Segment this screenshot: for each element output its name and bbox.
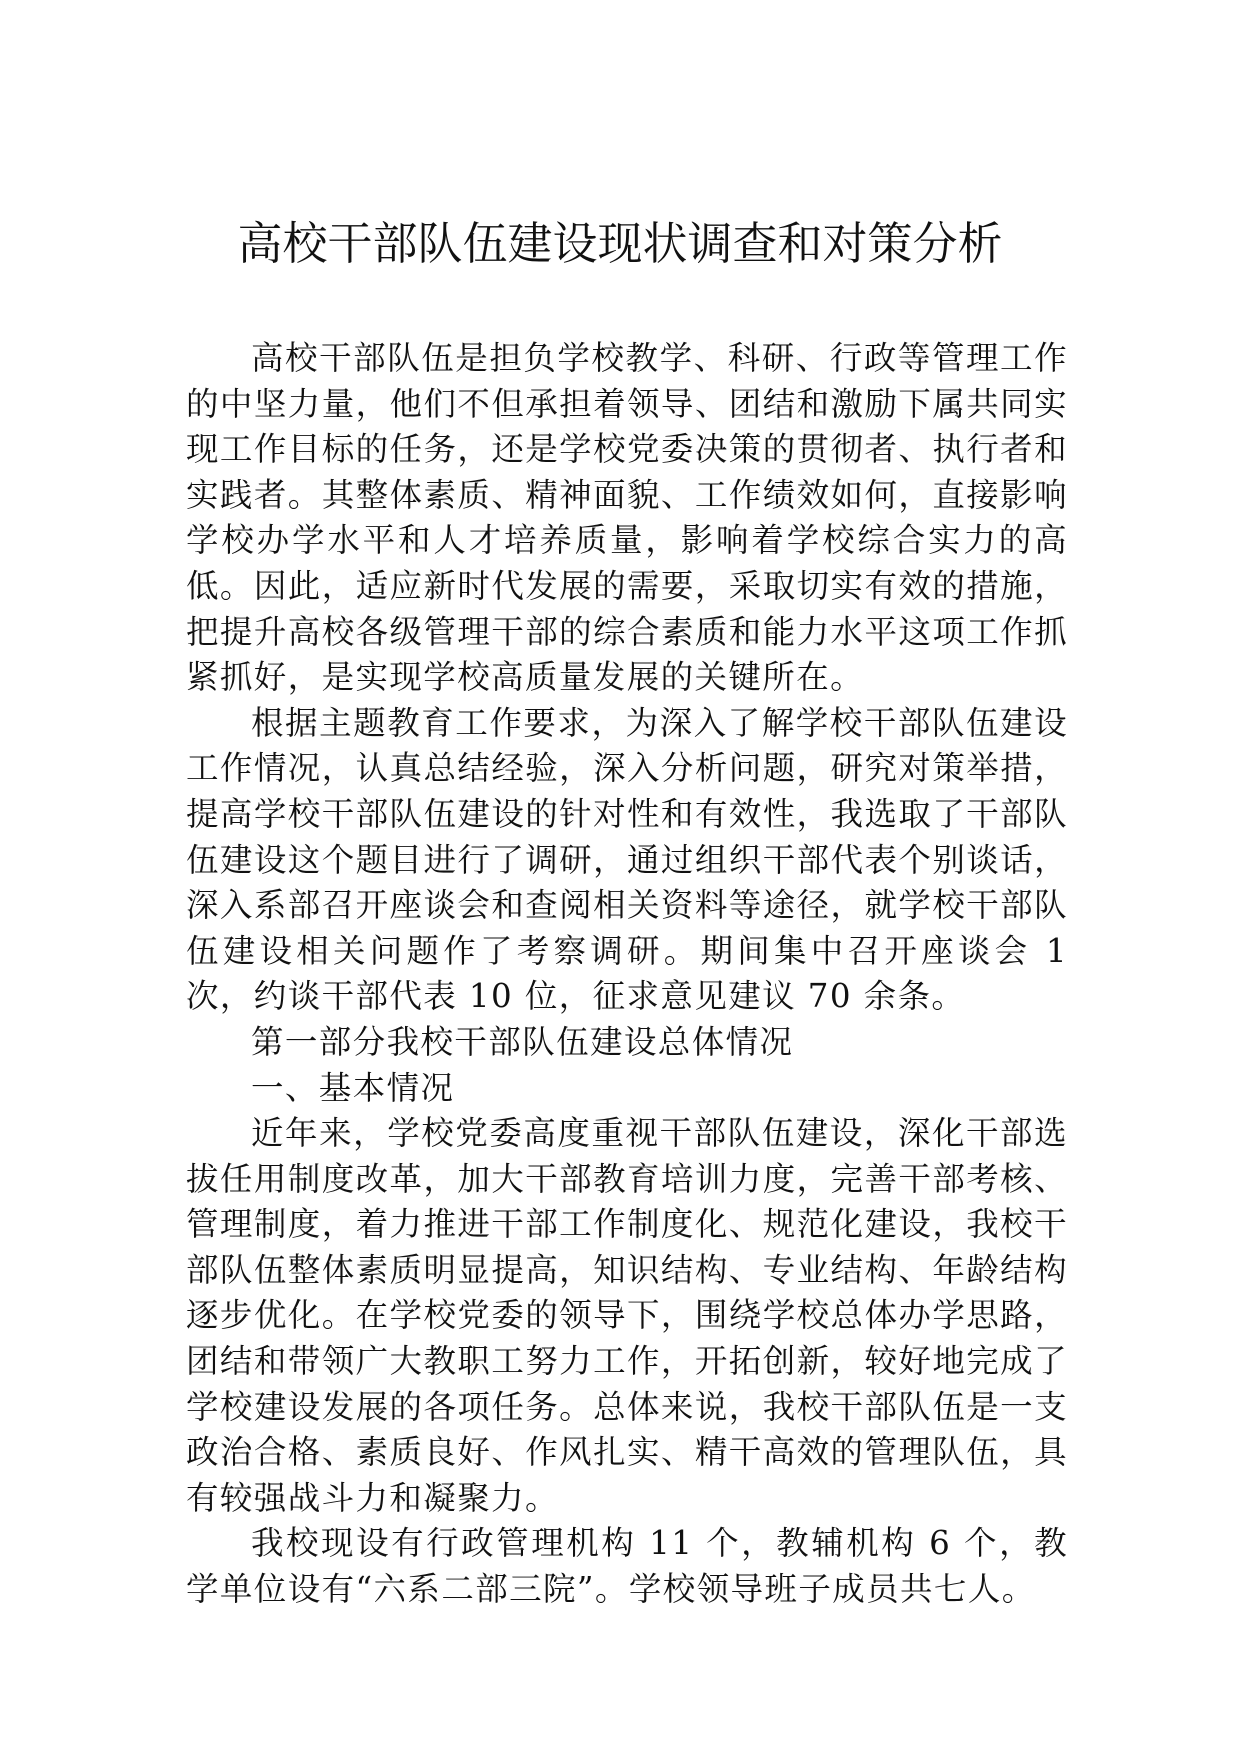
document-title: 高校干部队伍建设现状调查和对策分析 [237,217,1003,270]
paragraph-recent-years: 近年来，学校党委高度重视干部队伍建设，深化干部选拔任用制度改革，加大干部教育培训力度，完善干部考核、管理制度，着力推进干部工作制度化、规范化建设，我校干部队伍整体素质明显提高，知识结构、专业结构、年龄结构逐步优化。在学校党委的领导下，围绕学校总体办学思路，团结和带领广大教职工努力工作，开拓创新，较好地完成了学校建设发展的各项任务。总体来说，我校干部队伍是一支政治合格、素质良好、作风扎实、精干高效的管理队伍，具有较强战斗力和凝聚力。 [186,1114,1068,1517]
section-heading-part-one: 第一部分我校干部队伍建设总体情况 [251,1022,794,1061]
document-body [186,336,1068,1613]
subsection-heading-basic-situation: 一、基本情况 [251,1068,455,1107]
paragraph-institution-structure: 我校现设有行政管理机构 11 个，教辅机构 6 个，教学单位设有“六系二部三院”。学校领导班子成员共七人。 [186,1524,1068,1609]
paragraph-research-background: 根据主题教育工作要求，为深入了解学校干部队伍建设工作情况，认真总结经验，深入分析问题，研究对策举措，提高学校干部队伍建设的针对性和有效性，我选取了干部队伍建设这个题目进行了调研，通过组织干部代表个别谈话，深入系部召开座谈会和查阅相关资料等途径，就学校干部队伍建设相关问题作了考察调研。期间集中召开座谈会 1 次，约谈干部代表 10 位，征求意见建议 70 余条。 [186,703,1068,1016]
paragraph-intro: 高校干部队伍是担负学校教学、科研、行政等管理工作的中坚力量，他们不但承担着领导、团结和激励下属共同实现工作目标的任务，还是学校党委决策的贯彻者、执行者和实践者。其整体素质、精神面貌、工作绩效如何，直接影响学校办学水平和人才培养质量，影响着学校综合实力的高低。因此，适应新时代发展的需要，采取切实有效的措施，把提升高校各级管理干部的综合素质和能力水平这项工作抓紧抓好，是实现学校高质量发展的关键所在。 [186,339,1068,697]
